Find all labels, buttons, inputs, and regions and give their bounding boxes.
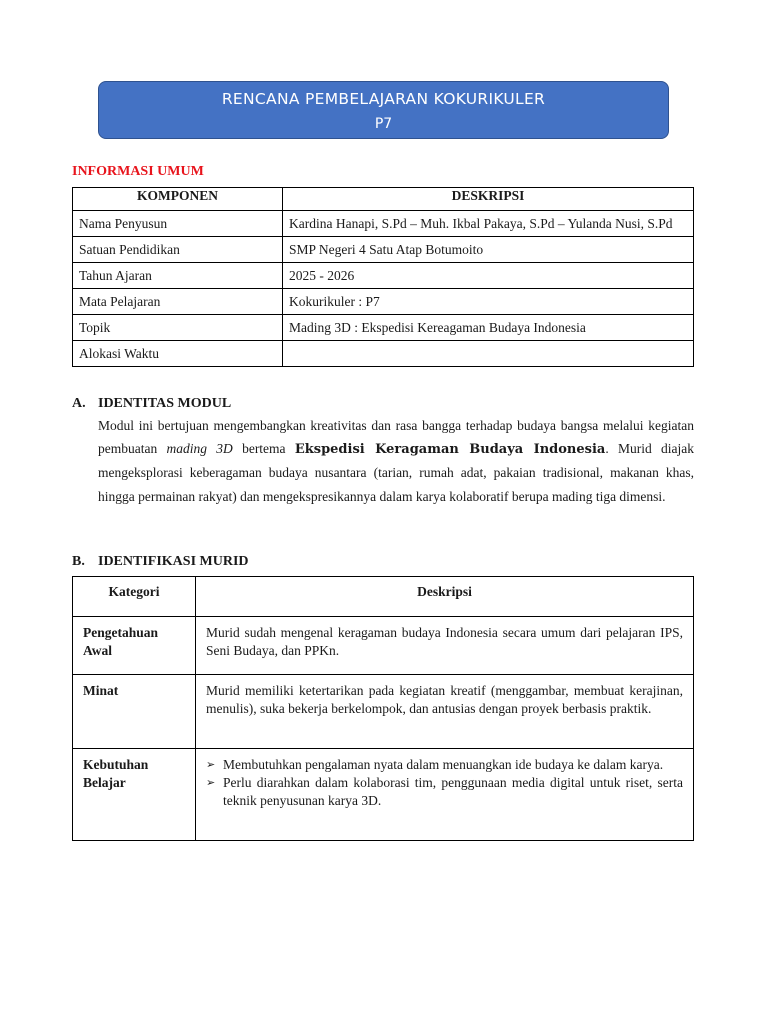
table-row	[73, 341, 694, 367]
arrow-bullet-icon: ➢	[206, 758, 216, 771]
identitas-modul-paragraph	[98, 414, 694, 508]
header-komponen: KOMPONEN	[73, 188, 283, 211]
header-deskripsi: Deskripsi	[196, 577, 694, 617]
paragraph-text: Modul ini bertujuan mengembangkan kreativitas dan rasa bangga terhadap budaya bangsa melalui kegiatan pembuatan	[98, 418, 694, 457]
section-b-heading	[72, 554, 249, 570]
informasi-umum-table	[72, 187, 694, 367]
cell-kategori: Kebutuhan Belajar	[73, 749, 196, 841]
table-row	[73, 675, 694, 749]
header-kategori: Kategori	[73, 577, 196, 617]
header-deskripsi: DESKRIPSI	[283, 188, 694, 211]
title-banner	[98, 81, 669, 139]
identifikasi-murid-table	[72, 576, 694, 841]
section-a-heading	[72, 396, 231, 412]
list-item-text: Membutuhkan pengalaman nyata dalam menuangkan ide budaya ke dalam karya.	[223, 757, 664, 772]
cell-deskripsi	[196, 749, 694, 841]
table-row	[73, 749, 694, 841]
cell-deskripsi: Murid sudah mengenal keragaman budaya Indonesia secara umum dari pelajaran IPS, Seni Budaya, dan PPKn.	[196, 617, 694, 675]
cell-komponen: Nama Penyusun	[73, 211, 283, 237]
section-b-letter: B.	[72, 554, 85, 569]
banner-subtitle: P7	[374, 116, 393, 132]
table-row	[73, 263, 694, 289]
cell-deskripsi: 2025 - 2026	[283, 263, 694, 289]
paragraph-text: bertema	[232, 441, 295, 457]
informasi-umum-heading: INFORMASI UMUM	[72, 164, 204, 179]
paragraph-italic: mading 3D	[166, 441, 233, 457]
arrow-bullet-icon: ➢	[206, 776, 216, 789]
section-b-title: IDENTIFIKASI MURID	[98, 554, 249, 569]
table-row	[73, 289, 694, 315]
cell-komponen: Satuan Pendidikan	[73, 237, 283, 263]
paragraph-bold: Ekspedisi Keragaman Budaya Indonesia	[294, 442, 606, 458]
list-item	[206, 756, 683, 774]
table-row	[73, 315, 694, 341]
cell-deskripsi: SMP Negeri 4 Satu Atap Botumoito	[283, 237, 694, 263]
cell-deskripsi: Mading 3D : Ekspedisi Kereagaman Budaya Indonesia	[283, 315, 694, 341]
list-item	[206, 774, 683, 810]
cell-komponen: Tahun Ajaran	[73, 263, 283, 289]
cell-deskripsi: Kokurikuler : P7	[283, 289, 694, 315]
cell-kategori: Minat	[73, 675, 196, 749]
section-a-title: IDENTITAS MODUL	[98, 396, 232, 411]
cell-deskripsi	[283, 341, 694, 367]
cell-deskripsi: Kardina Hanapi, S.Pd – Muh. Ikbal Pakaya, S.Pd – Yulanda Nusi, S.Pd	[283, 211, 694, 237]
table-row	[73, 237, 694, 263]
cell-komponen: Topik	[73, 315, 283, 341]
list-item-text: Perlu diarahkan dalam kolaborasi tim, penggunaan media digital untuk riset, serta teknik penyusunan karya 3D.	[223, 775, 683, 808]
cell-komponen: Alokasi Waktu	[73, 341, 283, 367]
kebutuhan-list	[206, 756, 683, 810]
table-row	[73, 211, 694, 237]
table-row	[73, 617, 694, 675]
table-header-row	[73, 577, 694, 617]
cell-kategori: Pengetahuan Awal	[73, 617, 196, 675]
paragraph-text: . Murid diajak mengeksplorasi keberagaman budaya nusantara (tarian, rumah adat, pakaian tradisional, makanan khas, hingga permainan rakyat) dan mengekspresikannya dalam karya kolaboratif berupa mading tiga dimensi.	[98, 441, 694, 504]
table-header-row	[73, 188, 694, 211]
section-a-letter: A.	[72, 396, 86, 411]
banner-title: RENCANA PEMBELAJARAN KOKURIKULER	[221, 90, 546, 108]
cell-komponen: Mata Pelajaran	[73, 289, 283, 315]
cell-deskripsi: Murid memiliki ketertarikan pada kegiatan kreatif (menggambar, membuat kerajinan, menulis), suka bekerja berkelompok, dan antusias dengan proyek berbasis praktik.	[196, 675, 694, 749]
